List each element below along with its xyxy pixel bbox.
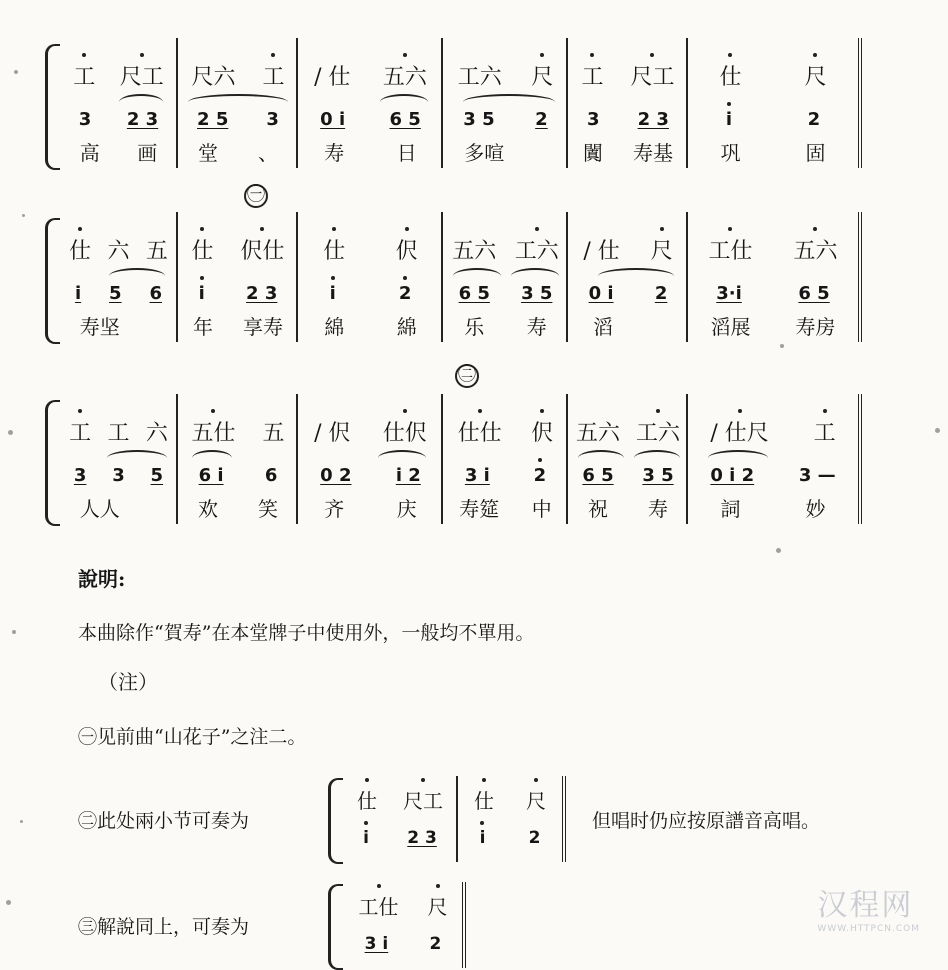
jianpu-note: 2 <box>398 282 412 304</box>
measures <box>344 776 568 862</box>
gongche-note: / 仕尺 <box>710 416 768 447</box>
jianpu-note: 2 <box>533 464 547 486</box>
lyric: 齐 <box>324 496 345 521</box>
jianpu-note: 6 5 <box>798 282 830 304</box>
lyric: 乐 <box>464 314 485 339</box>
section-marker-1: ㊀ <box>244 184 268 208</box>
gongche-note: 六 <box>145 420 168 446</box>
gongche-note: 工六 <box>457 64 502 90</box>
slur <box>463 94 555 110</box>
slur <box>188 94 288 110</box>
lyric: 綿 <box>324 314 345 339</box>
jianpu-note: 3 5 <box>521 282 553 304</box>
gongche-note: 伬 <box>531 416 553 447</box>
measure <box>296 394 443 524</box>
jianpu-note: 3 5 <box>642 464 674 486</box>
lyric: 寿坚 <box>79 314 120 339</box>
measure <box>176 394 298 524</box>
gongche-note: 尺六 <box>191 64 236 90</box>
lyric: 詞 <box>720 496 741 521</box>
lyric: 祝 <box>588 496 608 521</box>
lyric: 寿 <box>648 496 668 521</box>
gongche-note: 仕 <box>69 234 91 265</box>
gongche-note: 仕 <box>357 785 377 814</box>
note-3-prefix: ㊂解說同上，可奏为 <box>78 916 250 938</box>
notes-title: 說明: <box>78 567 126 591</box>
lyric: 巩 <box>720 140 741 165</box>
gongche-note: 尺工 <box>120 60 164 91</box>
lyric: 日 <box>396 140 417 165</box>
gongche-note: 工 <box>69 416 91 447</box>
measure <box>566 212 688 342</box>
jianpu-note: i <box>329 282 336 304</box>
jianpu-note: 6 <box>264 464 278 486</box>
jianpu-note: i 2 <box>395 464 421 486</box>
slur <box>192 450 232 466</box>
jianpu-note: i <box>479 828 486 848</box>
jianpu-note: 6 5 <box>389 108 421 130</box>
jianpu-note: 3 — <box>798 464 836 486</box>
scan-speck <box>14 70 18 74</box>
gongche-note: 伬仕 <box>240 234 284 265</box>
measure <box>61 212 176 342</box>
gongche-note: 尺 <box>651 234 673 265</box>
lyric: 人人 <box>79 496 120 521</box>
measure <box>296 38 443 168</box>
gongche-note: 工六 <box>636 416 680 447</box>
score-system-3 <box>45 394 860 524</box>
watermark-url: WWW.HTTPCN.COM <box>817 924 920 934</box>
jianpu-note: 2 <box>807 108 821 130</box>
lyric: 妙 <box>805 496 826 521</box>
jianpu-note: i <box>198 282 205 304</box>
measure <box>566 38 688 168</box>
scan-speck <box>20 820 23 823</box>
lyric: 寿筵 <box>459 496 500 521</box>
lyric: 堂 <box>198 140 218 165</box>
jianpu-note: 2 3 <box>246 282 278 304</box>
lyric: 闐 <box>583 140 603 165</box>
jianpu-note: 3 i <box>364 934 389 954</box>
gongche-note: 伬 <box>396 234 418 265</box>
measures <box>61 212 860 342</box>
slur <box>378 450 426 466</box>
scan-speck <box>8 430 13 435</box>
slur <box>119 94 163 110</box>
jianpu-note: 0 2 <box>320 464 352 486</box>
slur <box>380 94 428 110</box>
gongche-note: 五六 <box>793 234 837 265</box>
gongche-note: 五六 <box>575 420 620 446</box>
jianpu-note: 2 3 <box>637 108 669 130</box>
score-system-2 <box>45 212 860 342</box>
note-2-score <box>328 776 568 862</box>
measure <box>344 882 466 968</box>
lyric: 笑 <box>258 496 278 521</box>
slur <box>578 450 624 466</box>
measure <box>176 212 298 342</box>
jianpu-note: 3 <box>266 108 279 130</box>
jianpu-note: 6 5 <box>458 282 490 304</box>
lyric: 欢 <box>198 496 218 521</box>
gongche-note: 尺 <box>804 60 826 91</box>
jianpu-note: 2 3 <box>407 828 437 848</box>
jianpu-note: 5 <box>109 282 122 304</box>
lyric: 高 <box>79 140 100 165</box>
lyric: 固 <box>805 140 826 165</box>
gongche-note: 五六 <box>452 238 497 264</box>
jianpu-note: 2 <box>535 108 548 130</box>
note-2-suffix: 但唱时仍应按原譜音高唱。 <box>592 810 821 832</box>
scan-speck <box>22 214 25 217</box>
gongche-note: 仕 <box>191 234 213 265</box>
jianpu-note: 0 i 2 <box>710 464 755 486</box>
jianpu-note: 2 <box>429 934 442 954</box>
notes-body: 本曲除作“賀寿”在本堂牌子中使用外，一般均不單用。 <box>78 622 535 644</box>
lyric: 、 <box>258 140 278 165</box>
gongche-note: 工六 <box>515 234 559 265</box>
measures <box>344 882 468 968</box>
scan-speck <box>6 900 11 905</box>
measure <box>176 38 298 168</box>
gongche-note: / 仕 <box>583 238 620 264</box>
watermark-logo <box>817 880 920 934</box>
measure <box>441 212 568 342</box>
slur <box>634 450 680 466</box>
slur <box>107 450 167 466</box>
jianpu-note: i <box>725 108 732 130</box>
measure <box>566 394 688 524</box>
notes-subtitle: （注） <box>98 670 158 694</box>
jianpu-note: 3 i <box>464 464 490 486</box>
jianpu-note: 2 <box>654 282 668 304</box>
jianpu-note: 0 i <box>320 108 346 130</box>
slur <box>453 268 501 284</box>
gongche-note: 仕 <box>719 60 741 91</box>
gongche-note: / 伬 <box>314 420 351 446</box>
gongche-note: 六 <box>107 238 130 264</box>
lyric: 寿 <box>526 314 547 339</box>
measure <box>441 38 568 168</box>
gongche-note: 尺工 <box>630 60 674 91</box>
gongche-note: 五六 <box>383 60 427 91</box>
measure <box>344 776 456 862</box>
gongche-note: 五仕 <box>191 416 235 447</box>
section-marker-2: ㊁ <box>455 364 479 388</box>
gongche-note: 尺 <box>526 785 546 814</box>
jianpu-note: 2 <box>528 828 541 848</box>
measure <box>61 38 176 168</box>
lyric: 庆 <box>396 496 417 521</box>
note-1: ㊀见前曲“山花子”之注二。 <box>78 726 307 748</box>
gongche-note: 工 <box>73 60 95 91</box>
system-brace <box>45 218 60 344</box>
system-brace <box>328 778 343 864</box>
gongche-note: 工 <box>581 60 603 91</box>
lyric: 享寿 <box>243 314 283 339</box>
watermark-brand: 汉程网 <box>817 888 914 923</box>
gongche-note: 尺 <box>428 891 448 920</box>
note-3-score <box>328 882 468 968</box>
lyric: 寿 <box>324 140 345 165</box>
gongche-note: 五 <box>145 238 168 264</box>
scan-speck <box>12 630 16 634</box>
gongche-note: 五 <box>262 420 285 446</box>
gongche-note: 仕 <box>323 234 345 265</box>
measure <box>686 394 862 524</box>
lyric: 年 <box>193 314 213 339</box>
system-brace <box>45 44 60 170</box>
jianpu-note: 6 5 <box>582 464 614 486</box>
jianpu-note: i <box>363 828 369 848</box>
note-2-prefix: ㊁此处兩小节可奏为 <box>78 810 250 832</box>
jianpu-note: 5 <box>150 464 164 486</box>
jianpu-note: 2 5 <box>197 108 229 130</box>
slur <box>708 450 768 466</box>
scan-speck <box>935 428 940 433</box>
lyric: 多喧 <box>464 140 505 165</box>
jianpu-note: 3 <box>112 464 125 486</box>
jianpu-note: 3·i <box>716 282 742 304</box>
system-brace <box>45 400 60 526</box>
lyric: 画 <box>137 140 158 165</box>
lyric: 寿房 <box>795 314 836 339</box>
scan-speck <box>776 548 781 553</box>
jianpu-note: 3 <box>587 108 600 130</box>
gongche-note: 工仕 <box>359 891 399 920</box>
measures <box>61 394 860 524</box>
gongche-note: 工 <box>262 60 284 91</box>
slur <box>598 268 674 284</box>
jianpu-note: 6 <box>149 282 163 304</box>
lyric: 滔展 <box>710 314 751 339</box>
gongche-note: 仕 <box>474 785 494 814</box>
lyric: 綿 <box>396 314 417 339</box>
measures <box>61 38 860 168</box>
gongche-note: 工仕 <box>708 234 752 265</box>
measure <box>456 776 566 862</box>
gongche-note: 工 <box>107 420 130 446</box>
slur <box>109 268 165 284</box>
gongche-note: 仕仕 <box>458 416 502 447</box>
lyric: 滔 <box>593 314 613 339</box>
measure <box>296 212 443 342</box>
jianpu-note: 2 3 <box>126 108 159 130</box>
measure <box>686 212 862 342</box>
lyric: 寿基 <box>633 140 673 165</box>
measure <box>61 394 176 524</box>
slur <box>511 268 559 284</box>
gongche-note: 工 <box>814 416 836 447</box>
gongche-note: 尺工 <box>403 785 443 814</box>
score-system-1 <box>45 38 860 168</box>
scan-speck <box>780 344 784 348</box>
lyric: 中 <box>531 496 552 521</box>
jianpu-note: 0 i <box>588 282 614 304</box>
jianpu-note: 3 5 <box>463 108 495 130</box>
gongche-note: / 仕 <box>314 64 351 90</box>
gongche-note: 尺 <box>531 60 553 91</box>
gongche-note: 仕伬 <box>383 416 427 447</box>
jianpu-note: 6 i <box>198 464 224 486</box>
jianpu-note: i <box>74 282 82 304</box>
jianpu-note: 3 <box>78 108 92 130</box>
system-brace <box>328 884 343 970</box>
jianpu-note: 3 <box>73 464 87 486</box>
measure <box>441 394 568 524</box>
measure <box>686 38 862 168</box>
